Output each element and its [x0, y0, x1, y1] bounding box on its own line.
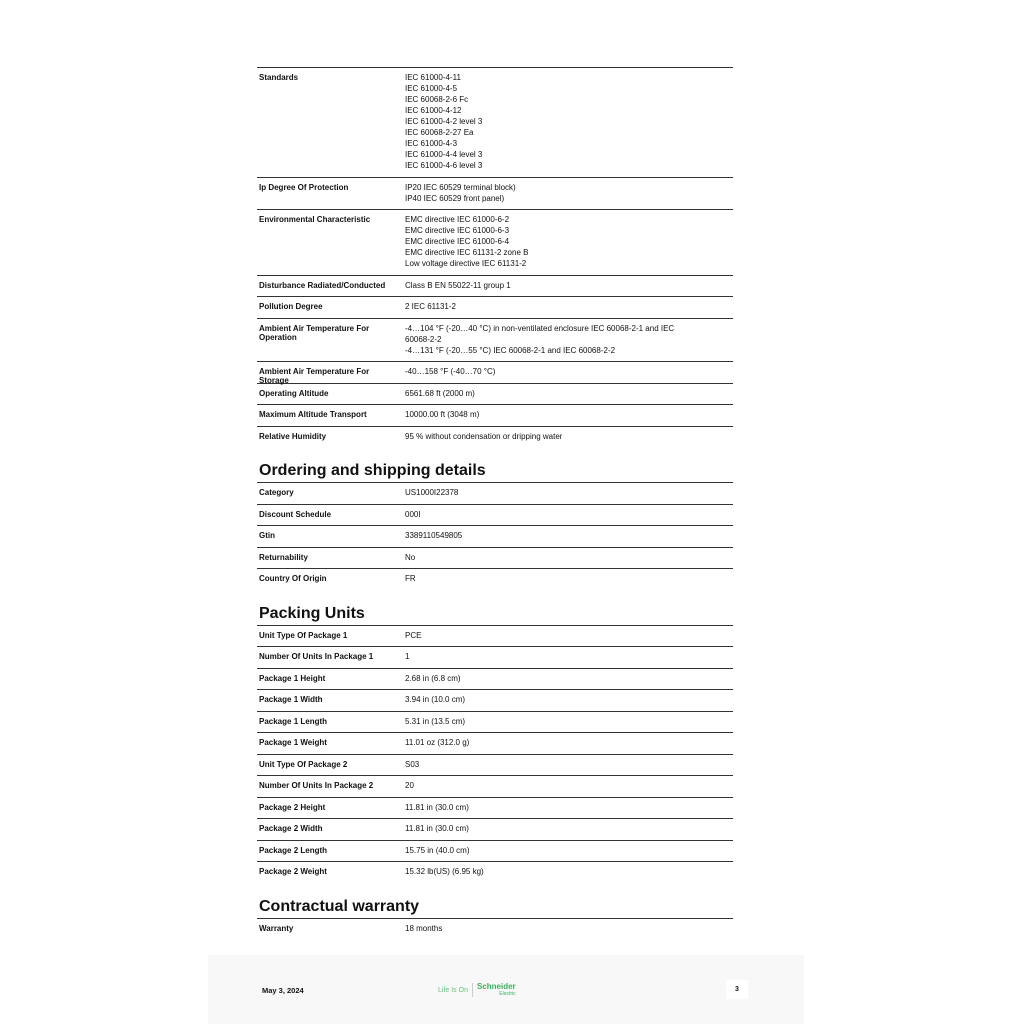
- spec-row: [257, 568, 733, 590]
- spec-row: [257, 361, 733, 383]
- spec-value-line: No: [405, 552, 416, 562]
- spec-value-line: EMC directive IEC 61131-2 zone B: [405, 248, 529, 257]
- spec-value-line: 5.31 in (13.5 cm): [405, 716, 466, 726]
- spec-value: [405, 509, 733, 520]
- spec-row: [257, 426, 733, 448]
- spec-value: [405, 409, 733, 420]
- spec-row: [257, 625, 733, 647]
- schneider-logo: [438, 983, 516, 997]
- spec-label: Environmental Characteristic: [259, 215, 371, 224]
- spec-value-line: IEC 60068-2-6 Fc: [405, 95, 469, 104]
- spec-row: [257, 732, 733, 754]
- spec-value-line: IEC 61000-4-2 level 3: [405, 117, 483, 126]
- spec-row: [257, 318, 733, 362]
- spec-value: [405, 182, 733, 204]
- spec-value-line: 3.94 in (10.0 cm): [405, 695, 466, 704]
- spec-label: Pollution Degree: [259, 302, 323, 311]
- spec-value-line: IEC 61000-4-4 level 3: [405, 150, 483, 159]
- spec-value: [405, 388, 733, 399]
- spec-row: [257, 67, 733, 177]
- spec-row: [257, 840, 733, 862]
- spec-value-line: FR: [405, 574, 416, 583]
- spec-label: Returnability: [259, 552, 308, 562]
- spec-value-line: S03: [405, 759, 420, 769]
- spec-row: [257, 547, 733, 569]
- spec-value-line: 2.68 in (6.8 cm): [405, 673, 461, 683]
- section-title: Contractual warranty: [259, 897, 420, 915]
- spec-value: [405, 651, 733, 662]
- spec-value: [405, 845, 733, 856]
- spec-row: [257, 775, 733, 797]
- spec-value-line: IP40 IEC 60529 front panel): [405, 193, 505, 203]
- spec-label: Maximum Altitude Transport: [259, 410, 367, 419]
- spec-value: [405, 552, 733, 563]
- spec-value-line: IEC 61000-4-6 level 3: [405, 161, 483, 170]
- spec-row: [257, 275, 733, 297]
- spec-label: Gtin: [259, 531, 275, 540]
- spec-label: Operating Altitude: [259, 388, 329, 398]
- characteristics-table: [257, 67, 733, 447]
- spec-row: [257, 818, 733, 840]
- spec-value: [405, 737, 733, 748]
- spec-value-line: 10000.00 ft (3048 m): [405, 410, 480, 419]
- spec-value: [405, 694, 733, 705]
- spec-value: [405, 923, 733, 934]
- spec-value-line: 18 months: [405, 923, 443, 933]
- spec-row: [257, 689, 733, 711]
- spec-value-line: -4…104 °F (-20…40 °C) in non-ventilated enclosure IEC 60068-2-1 and IEC: [405, 323, 675, 333]
- spec-label: Package 2 Height: [259, 802, 326, 812]
- spec-label: Relative Humidity: [259, 431, 327, 441]
- spec-value: [405, 366, 733, 377]
- spec-row: [257, 861, 733, 883]
- spec-label: Package 1 Width: [259, 695, 323, 704]
- spec-label: Package 2 Width: [259, 824, 323, 833]
- spec-row: [257, 754, 733, 776]
- section: [257, 460, 733, 590]
- spec-value-line: 11.81 in (30.0 cm): [405, 824, 469, 833]
- spec-value-line: -40…158 °F (-40…70 °C): [405, 367, 496, 376]
- spec-row: [257, 296, 733, 318]
- spec-value-line: 3389110549805: [405, 531, 463, 540]
- spec-row: [257, 209, 733, 275]
- spec-value-line: IP20 IEC 60529 terminal block): [405, 182, 516, 192]
- spec-row: [257, 668, 733, 690]
- spec-label: Disturbance Radiated/Conducted: [259, 280, 386, 290]
- spec-value-line: US1000I22378: [405, 488, 459, 497]
- spec-label: Ip Degree Of Protection: [259, 182, 349, 192]
- spec-value-line: IEC 61000-4-12: [405, 106, 462, 115]
- logo-divider: [472, 983, 473, 997]
- spec-value-line: 11.01 oz (312.0 g): [405, 738, 470, 747]
- spec-label: Package 2 Length: [259, 845, 328, 855]
- spec-value: [405, 823, 733, 834]
- spec-value-line: -4…131 °F (-20…55 °C) IEC 60068-2-1 and IEC 60068-2-2: [405, 345, 616, 355]
- spec-value-line: EMC directive IEC 61000-6-4: [405, 237, 510, 246]
- spec-value: [405, 301, 733, 312]
- spec-label: Category: [259, 488, 294, 497]
- spec-value: [405, 280, 733, 291]
- spec-label: Number Of Units In Package 1: [259, 652, 374, 661]
- datasheet-page: [257, 67, 733, 939]
- spec-value-line: EMC directive IEC 61000-6-2: [405, 215, 510, 224]
- sections: [257, 460, 733, 939]
- spec-row: [257, 711, 733, 733]
- spec-value-line: 2 IEC 61131-2: [405, 302, 456, 311]
- spec-value: [405, 487, 733, 498]
- spec-value-line: IEC 61000-4-5: [405, 84, 458, 93]
- spec-row: [257, 646, 733, 668]
- spec-label: Package 2 Weight: [259, 867, 327, 876]
- spec-value: [405, 214, 733, 269]
- spec-value-line: 11.81 in (30.0 cm): [405, 802, 469, 812]
- section-title: Packing Units: [259, 604, 365, 622]
- spec-label: Unit Type Of Package 2: [259, 759, 348, 769]
- spec-row: [257, 177, 733, 210]
- page-number: 3: [726, 980, 748, 999]
- spec-label: Number Of Units In Package 2: [259, 781, 374, 790]
- brand-name: [477, 983, 516, 997]
- spec-value: [405, 431, 733, 442]
- spec-value-line: 15.75 in (40.0 cm): [405, 845, 470, 855]
- spec-value-line: 1: [405, 652, 410, 661]
- spec-value: [405, 780, 733, 791]
- spec-label: Package 1 Length: [259, 716, 328, 726]
- spec-value: [405, 716, 733, 727]
- spec-row: [257, 525, 733, 547]
- spec-value: [405, 673, 733, 684]
- spec-value-line: IEC 61000-4-3: [405, 139, 458, 148]
- spec-value-line: 000I: [405, 509, 421, 519]
- spec-value-line: Low voltage directive IEC 61131-2: [405, 259, 527, 268]
- page-footer: [208, 955, 804, 1024]
- spec-value-line: 20: [405, 781, 414, 790]
- brand-main: Schneider: [476, 982, 516, 991]
- spec-value-line: 60068-2-2: [405, 334, 442, 344]
- spec-label: Unit Type Of Package 1: [259, 630, 348, 640]
- spec-value: [405, 866, 733, 877]
- brand-sub: Electric: [499, 991, 516, 997]
- spec-row: [257, 482, 733, 504]
- spec-row: [257, 404, 733, 426]
- spec-row: [257, 918, 733, 940]
- spec-value-line: 6561.68 ft (2000 m): [405, 388, 475, 398]
- spec-label: Warranty: [259, 923, 294, 933]
- spec-value: [405, 530, 733, 541]
- spec-value-line: PCE: [405, 630, 422, 640]
- section: [257, 896, 733, 940]
- section: [257, 603, 733, 883]
- spec-value: [405, 759, 733, 770]
- spec-value-line: Class B EN 55022-11 group 1: [405, 280, 511, 290]
- spec-label: Ambient Air Temperature For Storage: [259, 367, 370, 385]
- footer-date: May 3, 2024: [262, 986, 304, 995]
- spec-value: [405, 802, 733, 813]
- spec-value: [405, 630, 733, 641]
- spec-label: Country Of Origin: [259, 574, 327, 583]
- spec-value-line: EMC directive IEC 61000-6-3: [405, 226, 510, 235]
- spec-value-line: IEC 60068-2-27 Ea: [405, 128, 474, 137]
- spec-row: [257, 383, 733, 405]
- section-title: Ordering and shipping details: [259, 462, 486, 479]
- spec-value: [405, 573, 733, 584]
- spec-label: Package 1 Height: [259, 673, 326, 683]
- spec-value-line: 15.32 lb(US) (6.95 kg): [405, 867, 484, 876]
- spec-value: [405, 323, 733, 356]
- spec-value: [405, 72, 733, 171]
- spec-value-line: IEC 61000-4-11: [405, 73, 461, 82]
- spec-value-line: 95 % without condensation or dripping water: [405, 431, 563, 441]
- spec-row: [257, 797, 733, 819]
- tagline: Life Is On: [438, 986, 468, 994]
- spec-label: Package 1 Weight: [259, 738, 327, 747]
- spec-row: [257, 504, 733, 526]
- spec-label: Discount Schedule: [259, 509, 332, 519]
- spec-label: Ambient Air Temperature For Operation: [259, 323, 370, 342]
- spec-label: Standards: [259, 73, 299, 82]
